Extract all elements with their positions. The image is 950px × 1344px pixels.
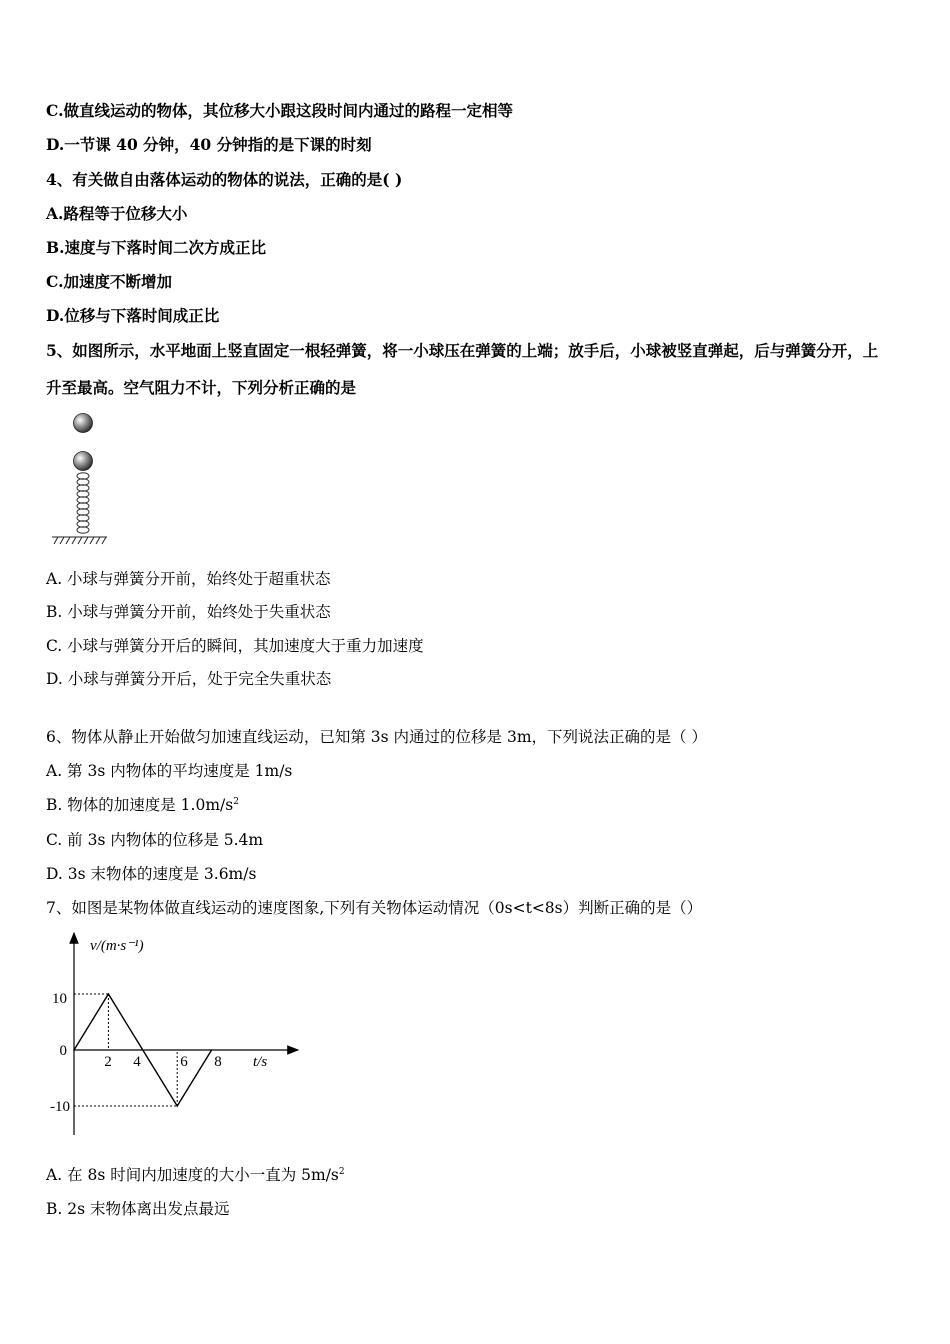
x-tick-label-6: 6 xyxy=(180,1054,188,1070)
ball-top xyxy=(74,414,93,433)
q4-option-a: A.路程等于位移大小 xyxy=(46,204,188,223)
q4-option-b: B.速度与下落时间二次方成正比 xyxy=(46,238,266,257)
q3-option-c: C.做直线运动的物体，其位移大小跟这段时间内通过的路程一定相等 xyxy=(46,101,513,120)
q7-stem: 7、如图是某物体做直线运动的速度图象,下列有关物体运动情况（0s<t<8s）判断正确的是（） xyxy=(46,899,703,917)
spring-ball-figure xyxy=(44,408,114,550)
q6-option-b xyxy=(46,795,239,815)
q6-option-d: D. 3s 末物体的速度是 3.6m/s xyxy=(46,865,257,883)
q6-option-b-text: B. 物体的加速度是 1.0m/s xyxy=(46,796,234,814)
data-point-6 xyxy=(176,1105,178,1107)
q6-option-a: A. 第 3s 内物体的平均速度是 1m/s xyxy=(46,762,293,780)
q7-option-a xyxy=(46,1165,345,1185)
q7-option-a-sup: 2 xyxy=(338,1167,345,1177)
data-point-2 xyxy=(108,993,110,995)
q6-option-b-sup: 2 xyxy=(233,797,239,807)
q5-option-a: A. 小球与弹簧分开前，始终处于超重状态 xyxy=(46,570,331,588)
data-point-0 xyxy=(73,1049,75,1051)
q4-option-c: C.加速度不断增加 xyxy=(46,272,172,291)
q7-option-b: B. 2s 末物体离出发点最远 xyxy=(46,1200,230,1218)
q6-option-c: C. 前 3s 内物体的位移是 5.4m xyxy=(46,831,264,849)
q7-option-a-text: A. 在 8s 时间内加速度的大小一直为 5m/s xyxy=(46,1166,339,1184)
velocity-time-graph xyxy=(40,925,310,1140)
q3-option-d: D.一节课 40 分钟，40 分钟指的是下课的时刻 xyxy=(46,135,372,154)
ground-hatch xyxy=(52,537,107,544)
q5-stem-line1: 5、如图所示，水平地面上竖直固定一根轻弹簧，将一小球压在弹簧的上端；放手后，小球被竖直弹起，后与弹簧分开，上 xyxy=(46,341,879,360)
q5-option-b: B. 小球与弹簧分开前，始终处于失重状态 xyxy=(46,603,331,621)
q6-stem: 6、物体从静止开始做匀加速直线运动，已知第 3s 内通过的位移是 3m，下列说法正确的是（ ） xyxy=(46,728,707,746)
q5-stem-line2: 升至最高。空气阻力不计，下列分析正确的是 xyxy=(46,378,357,397)
spring-coil xyxy=(77,473,89,533)
x-axis-label: t/s xyxy=(253,1054,268,1070)
ball-on-spring xyxy=(74,452,93,471)
q5-option-d: D. 小球与弹簧分开后，处于完全失重状态 xyxy=(46,670,332,688)
y-tick-label-10: 10 xyxy=(52,991,67,1007)
y-axis-label: v/(m·s⁻¹) xyxy=(90,938,144,954)
y-tick-label-0: 0 xyxy=(59,1043,67,1059)
q5-option-c: C. 小球与弹簧分开后的瞬间，其加速度大于重力加速度 xyxy=(46,637,424,655)
data-point-4 xyxy=(142,1049,144,1051)
x-tick-label-8: 8 xyxy=(214,1054,222,1070)
q4-option-d: D.位移与下落时间成正比 xyxy=(46,306,220,325)
y-tick-label-neg10: -10 xyxy=(50,1099,70,1115)
q4-stem: 4、有关做自由落体运动的物体的说法，正确的是( ) xyxy=(46,170,403,189)
x-tick-label-2: 2 xyxy=(104,1054,112,1070)
data-point-8 xyxy=(211,1049,213,1051)
x-tick-label-4: 4 xyxy=(133,1054,141,1070)
